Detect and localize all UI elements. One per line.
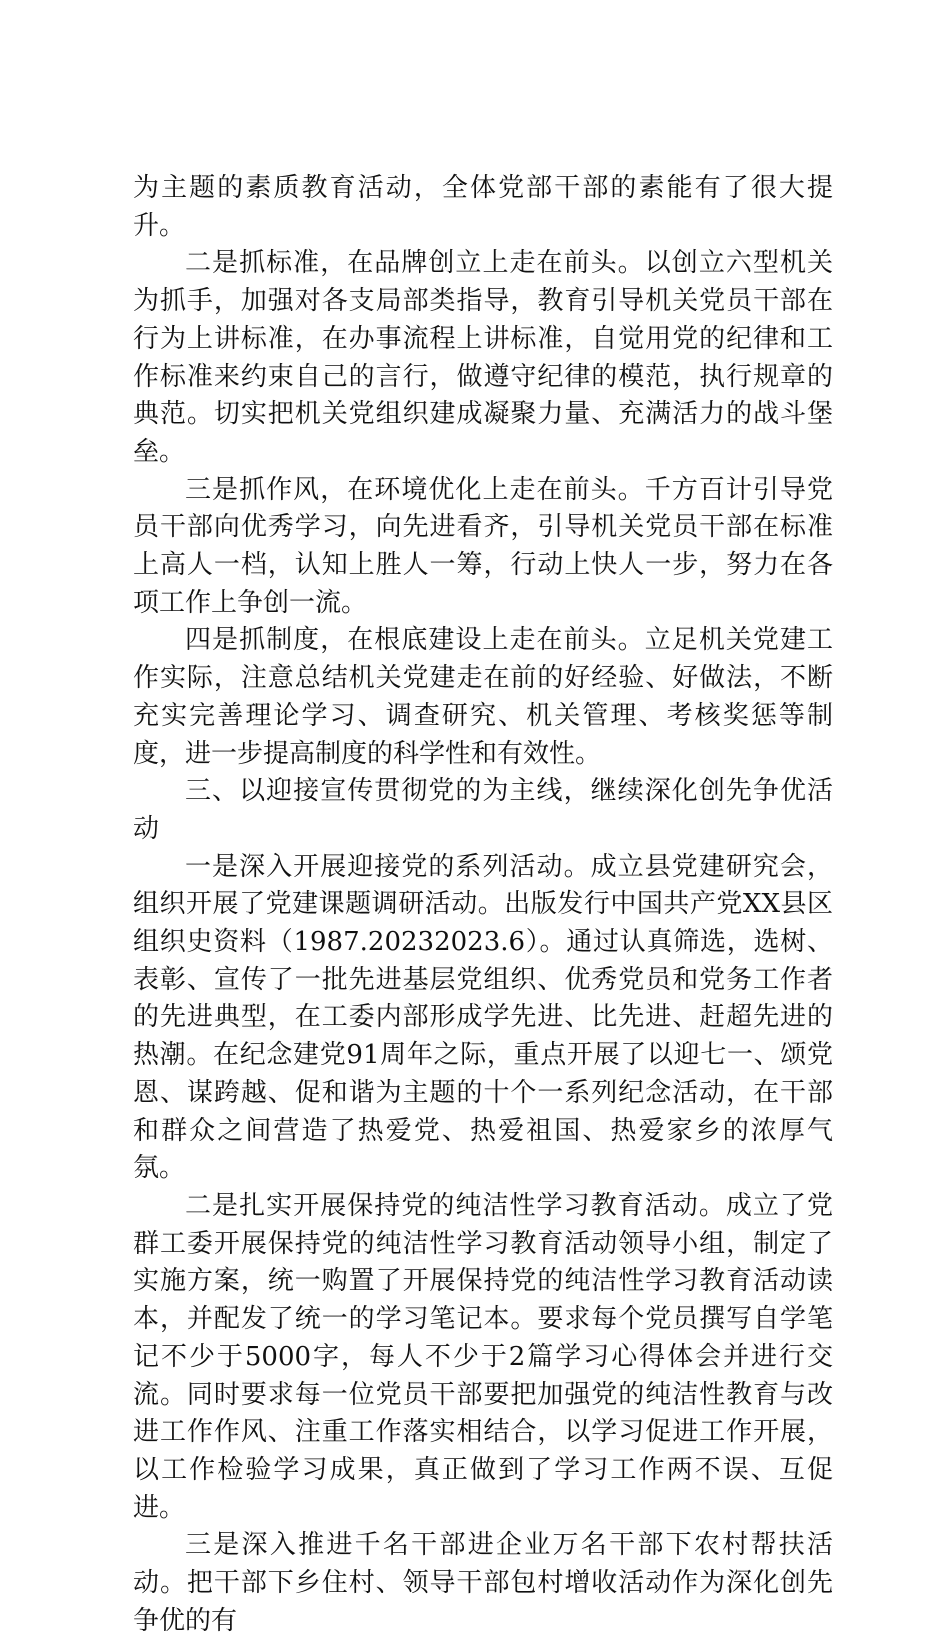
paragraph-7: 三是深入推进千名干部进企业万名干部下农村帮扶活动。把干部下乡住村、领导干部包村增收活动作为深化创先争优的有 (133, 1530, 833, 1636)
paragraph-6: 二是扎实开展保持党的纯洁性学习教育活动。成立了党群工委开展保持党的纯洁性学习教育活动领导小组，制定了实施方案，统一购置了开展保持党的纯洁性学习教育活动读本，并配发了统一的学习笔记本。要求每个党员撰写自学笔记不少于5000字，每人不少于2篇学习心得体会并进行交流。同时要求每一位党员干部要把加强党的纯洁性教育与改进工作作风、注重工作落实相结合，以学习促进工作开展，以工作检验学习成果，真正做到了学习工作两不误、互促进。 (133, 1190, 833, 1523)
paragraph-5: 一是深入开展迎接党的系列活动。成立县党建研究会，组织开展了党建课题调研活动。出版发行中国共产党XX县区组织史资料（1987.20232023.6）。通过认真筛选，选树、表彰、宣传了一批先进基层党组织、优秀党员和党务工作者的先进典型，在工委内部形成学先进、比先进、赶超先进的热潮。在纪念建党91周年之际，重点开展了以迎七一、颂党恩、谋跨越、促和谐为主题的十个一系列纪念活动，在干部和群众之间营造了热爱党、热爱祖国、热爱家乡的浓厚气氛。 (133, 851, 833, 1184)
paragraph-4: 四是抓制度，在根底建设上走在前头。立足机关党建工作实际，注意总结机关党建走在前的好经验、好做法，不断充实完善理论学习、调查研究、机关管理、考核奖惩等制度，进一步提高制度的科学性和有效性。 (133, 625, 833, 769)
paragraph-1: 为主题的素质教育活动，全体党部干部的素能有了很大提升。 (133, 173, 833, 241)
document-body (133, 170, 833, 1640)
paragraph-2: 二是抓标准，在品牌创立上走在前头。以创立六型机关为抓手，加强对各支局部类指导，教育引导机关党员干部在行为上讲标准，在办事流程上讲标准，自觉用党的纪律和工作标准来约束自己的言行，做遵守纪律的模范，执行规章的典范。切实把机关党组织建成凝聚力量、充满活力的战斗堡垒。 (133, 248, 833, 467)
paragraph-3: 三是抓作风，在环境优化上走在前头。千方百计引导党员干部向优秀学习，向先进看齐，引导机关党员干部在标准上高人一档，认知上胜人一筹，行动上快人一步，努力在各项工作上争创一流。 (133, 474, 833, 618)
section-heading: 三、以迎接宣传贯彻党的为主线，继续深化创先争优活动 (133, 776, 833, 844)
